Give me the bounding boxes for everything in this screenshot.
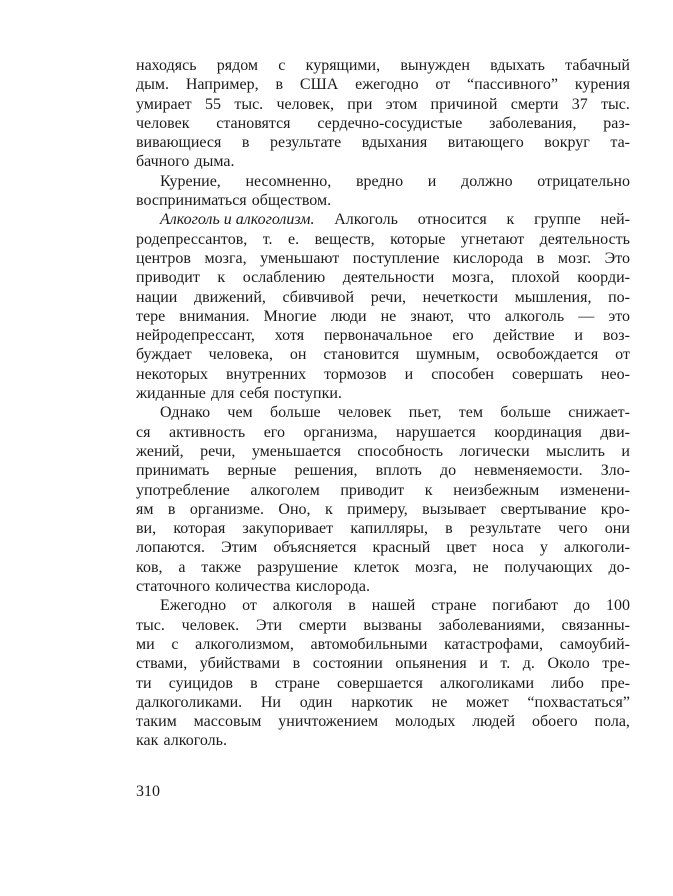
word: плохой — [511, 269, 560, 287]
word: цвет — [446, 539, 477, 557]
word: нейродепрессант, — [136, 327, 255, 345]
word: чего — [558, 520, 588, 538]
word: они — [604, 520, 630, 538]
text-line — [136, 423, 630, 442]
word: себя — [239, 385, 270, 403]
word: Например, — [185, 76, 259, 94]
word: от — [242, 597, 257, 615]
word: ков, — [136, 558, 163, 576]
word: его — [452, 327, 474, 345]
word: Оно, — [278, 500, 311, 518]
word: совершать — [511, 365, 583, 383]
word: лопаются. — [136, 539, 206, 557]
text-line — [136, 500, 630, 519]
word: обоего — [532, 713, 578, 731]
text-line — [136, 577, 630, 596]
word: и — [427, 172, 437, 190]
text-line — [136, 172, 630, 191]
word: заболевания, — [489, 114, 577, 132]
word: алкоголь — [504, 307, 565, 325]
word: чем — [227, 404, 253, 422]
word: родепрессантов, — [136, 230, 248, 248]
word: несомненно, — [245, 172, 332, 190]
word: воз- — [602, 327, 630, 345]
word: обществом. — [251, 192, 332, 210]
word: человек, — [276, 95, 334, 113]
word: а — [178, 558, 186, 576]
word: уничтожением — [278, 713, 379, 731]
text-line — [136, 461, 630, 480]
section-heading-inline: Алкоголь и алкоголизм. — [160, 211, 315, 229]
word: рядом — [216, 57, 259, 74]
word: в — [348, 597, 356, 615]
word: к — [324, 500, 333, 518]
word: табачный — [565, 57, 630, 74]
word: получающих — [504, 558, 593, 576]
word: алкоголя — [272, 597, 333, 615]
word: вызывает — [422, 500, 487, 518]
word: которые — [390, 230, 446, 248]
word: при — [347, 95, 373, 113]
word: нечеткости — [422, 288, 499, 306]
word: пола, — [594, 713, 630, 731]
word: самоубий- — [559, 635, 630, 653]
text-line — [136, 152, 630, 171]
text-line — [136, 538, 630, 557]
word: т. — [500, 655, 511, 673]
word: у — [539, 539, 548, 557]
word: тыс. — [234, 95, 264, 113]
word: больше — [269, 404, 321, 422]
word: до — [440, 462, 457, 480]
word: ежегодно — [355, 76, 419, 94]
word: — — [578, 307, 595, 325]
word: клеток — [353, 558, 400, 576]
word: и — [574, 327, 583, 345]
word: дыма. — [194, 153, 235, 171]
word: дым. — [136, 76, 170, 94]
text-line — [136, 326, 630, 345]
word: таким — [136, 713, 177, 731]
word: витающего — [447, 134, 524, 152]
word: жений, — [136, 442, 184, 460]
word: отрицательно — [537, 172, 630, 190]
word: речи, — [370, 288, 406, 306]
word: принимать — [136, 462, 210, 480]
word: снижает- — [568, 404, 630, 422]
word: коорди- — [577, 269, 630, 287]
word: человек. — [181, 616, 240, 634]
word: приводит — [340, 481, 405, 499]
word: смерти — [510, 95, 559, 113]
word: в — [241, 134, 250, 152]
word: от — [615, 346, 630, 364]
word: тыс. — [136, 616, 165, 634]
text-line — [136, 384, 630, 403]
word: ствами, — [136, 655, 188, 673]
word: находясь — [136, 57, 197, 74]
word: тыс. — [601, 95, 630, 113]
word: с — [171, 635, 179, 653]
text-line — [136, 558, 630, 577]
word: с — [278, 57, 286, 74]
word: невменяемости. — [474, 462, 583, 480]
word: становится — [323, 346, 400, 364]
text-line — [136, 268, 630, 287]
word: по- — [608, 288, 630, 306]
text-line — [136, 249, 630, 268]
word: он — [289, 346, 307, 364]
word: разрушение — [257, 558, 338, 576]
word: уменьшают — [260, 249, 340, 267]
word: мозг. — [557, 249, 592, 267]
word: ти — [136, 674, 152, 692]
paragraph — [136, 403, 630, 596]
text-line — [136, 442, 630, 461]
word: до- — [608, 558, 630, 576]
word: вокруг — [544, 134, 590, 152]
word: ми — [136, 635, 155, 653]
word: шумным, — [415, 346, 480, 364]
text-line — [136, 133, 630, 152]
word: стране — [431, 597, 477, 615]
word: в — [445, 520, 453, 538]
word: жиданные — [136, 385, 206, 403]
word: это — [608, 307, 630, 325]
word: употребление — [136, 481, 230, 499]
word: буждает — [136, 346, 192, 364]
word: к — [506, 211, 515, 229]
word: катастрофами, — [444, 635, 544, 653]
word: уменьшается — [251, 442, 341, 460]
paragraph — [136, 172, 630, 211]
word: которая — [173, 520, 226, 538]
word: и — [621, 442, 630, 460]
word: вызваны — [363, 616, 422, 634]
word: неизбежным — [453, 481, 540, 499]
word: дви- — [600, 423, 630, 441]
word: людей — [472, 713, 516, 731]
text-line — [136, 654, 630, 673]
word: не — [431, 693, 448, 711]
word: вдыхать — [490, 57, 545, 74]
word: решения, — [294, 462, 358, 480]
word: ям — [136, 500, 154, 518]
word: ви, — [136, 520, 157, 538]
word: мозга, — [204, 249, 247, 267]
word: ся — [136, 423, 151, 441]
word: 55 — [205, 95, 221, 113]
word: тере — [136, 307, 166, 325]
word: смерти — [298, 616, 347, 634]
word: для — [210, 385, 235, 403]
word: веществ, — [314, 230, 375, 248]
word: капилляры, — [350, 520, 428, 538]
word: алкоголиками — [440, 674, 535, 692]
page-body — [136, 56, 630, 751]
word: мышления, — [514, 288, 592, 306]
text-line — [136, 674, 630, 693]
text-line — [136, 288, 630, 307]
word: 37 — [571, 95, 588, 113]
word: активность — [169, 423, 246, 441]
word: 100 — [605, 597, 630, 615]
word: молодых — [394, 713, 456, 731]
word: связанны- — [561, 616, 630, 634]
word: освобождается — [496, 346, 599, 364]
word: способность — [357, 442, 444, 460]
word: знают, — [410, 307, 454, 325]
word: от — [435, 76, 451, 94]
word: курящими, — [305, 57, 381, 74]
text-line — [136, 307, 630, 326]
word: человек — [337, 404, 392, 422]
word: также — [201, 558, 242, 576]
word: Курение, — [160, 172, 221, 190]
word: координация — [494, 423, 582, 441]
word: нации — [136, 288, 178, 306]
word: как — [136, 732, 159, 750]
word: “похвастаться” — [527, 693, 630, 711]
word: тормозов — [324, 365, 387, 383]
word: Зло- — [600, 462, 630, 480]
word: массовым — [193, 713, 262, 731]
word: т. — [262, 230, 273, 248]
word: внутренних — [225, 365, 307, 383]
text-line — [136, 95, 630, 114]
word: вынужден — [400, 57, 470, 74]
word: алкоголи- — [563, 539, 630, 557]
word: группе — [534, 211, 581, 229]
word: один — [299, 693, 333, 711]
word: логически — [459, 442, 530, 460]
word: к — [217, 269, 226, 287]
word: ослаблению — [242, 269, 326, 287]
word: Однако — [160, 404, 211, 422]
word: кислорода. — [295, 578, 370, 596]
word: состоянии — [312, 655, 383, 673]
word: больше — [500, 404, 551, 422]
word: автомобильными — [310, 635, 428, 653]
word: организма, — [303, 423, 378, 441]
word: количества — [215, 578, 291, 596]
word: Это — [604, 249, 630, 267]
word: Около — [547, 655, 590, 673]
text-line — [136, 635, 630, 654]
word: что — [467, 307, 491, 325]
word: сбивчивой — [282, 288, 355, 306]
word: первоначальное — [323, 327, 433, 345]
word: убийствами — [199, 655, 281, 673]
text-line — [136, 345, 630, 364]
word: раз- — [603, 114, 630, 132]
word: ней- — [600, 211, 630, 229]
word: поступление — [352, 249, 440, 267]
word: результате — [270, 134, 342, 152]
word: результате — [469, 520, 542, 538]
text-line — [136, 481, 630, 500]
word: алкоголизмом, — [195, 635, 294, 653]
word: не — [472, 558, 489, 576]
word: д. — [522, 655, 535, 673]
word: стране — [274, 674, 320, 692]
text-line — [136, 230, 630, 249]
word: внимания. — [179, 307, 250, 325]
word: пьет, — [408, 404, 442, 422]
word: погибают — [492, 597, 558, 615]
word: деятельности — [342, 269, 435, 287]
text-line — [136, 210, 630, 229]
word: до — [573, 597, 591, 615]
word: способен — [431, 365, 494, 383]
word: в — [167, 500, 176, 518]
word: хотя — [274, 327, 305, 345]
word: речи, — [200, 442, 236, 460]
word: угнетают — [460, 230, 525, 248]
word: алкоголь. — [163, 732, 227, 750]
word: приводит — [136, 269, 200, 287]
word: та- — [610, 134, 630, 152]
word: в — [536, 249, 545, 267]
word: далкоголиками. — [136, 693, 243, 711]
text-line — [136, 712, 630, 731]
word: свертывание — [500, 500, 587, 518]
word: человека, — [208, 346, 273, 364]
paragraph — [136, 596, 630, 750]
word: к — [424, 481, 433, 499]
word: нео- — [600, 365, 630, 383]
paragraph — [136, 56, 630, 172]
word: в — [275, 76, 284, 94]
word: сердечно-сосудистые — [317, 114, 463, 132]
word: умирает — [136, 95, 192, 113]
word: опьянения — [395, 655, 467, 673]
text-line — [136, 191, 630, 210]
text-line — [136, 693, 630, 712]
word: курения — [574, 76, 630, 94]
word: и — [479, 655, 488, 673]
word: Алкоголь — [334, 211, 398, 229]
text-line — [136, 75, 630, 94]
word: мозга, — [451, 269, 494, 287]
word: мозга, — [414, 558, 458, 576]
word: суицидов — [168, 674, 233, 692]
word: алкоголем — [250, 481, 320, 499]
word: причиной — [430, 95, 498, 113]
word: пре- — [601, 674, 630, 692]
word: Ежегодно — [160, 597, 227, 615]
word: Эти — [255, 616, 283, 634]
word: в — [250, 674, 258, 692]
word: может — [466, 693, 509, 711]
word: этом — [385, 95, 418, 113]
word: Ни — [260, 693, 281, 711]
word: вдыхания — [361, 134, 428, 152]
word: центров — [136, 249, 191, 267]
word: Этим — [221, 539, 258, 557]
word: и — [404, 365, 414, 383]
word: изменени- — [559, 481, 630, 499]
paragraph — [136, 210, 630, 403]
word: США — [299, 76, 339, 94]
word: заболеваниями, — [438, 616, 545, 634]
word: Многие — [263, 307, 317, 325]
word: совершается — [337, 674, 423, 692]
word: восприниматься — [136, 192, 247, 210]
word: тре- — [602, 655, 630, 673]
word: носа — [492, 539, 524, 557]
word: организме. — [189, 500, 264, 518]
word: нашей — [371, 597, 416, 615]
word: кро- — [600, 500, 630, 518]
text-line — [136, 365, 630, 384]
word: поступки. — [274, 385, 342, 403]
word: бачного — [136, 153, 190, 171]
word: становятся — [216, 114, 291, 132]
word: вплоть — [375, 462, 422, 480]
word: человек — [136, 114, 190, 132]
word: относится — [417, 211, 487, 229]
word: действие — [493, 327, 555, 345]
word: должно — [461, 172, 513, 190]
word: деятельность — [539, 230, 630, 248]
word: нарушается — [396, 423, 476, 441]
word: люди — [330, 307, 367, 325]
word: в — [292, 655, 301, 673]
text-line — [136, 596, 630, 615]
word: его — [263, 423, 285, 441]
page-number: 310 — [136, 783, 160, 800]
word: верные — [227, 462, 277, 480]
word: тем — [458, 404, 483, 422]
word: наркотик — [351, 693, 413, 711]
text-line — [136, 519, 630, 538]
word: “пассивного” — [467, 76, 558, 94]
text-line — [136, 403, 630, 422]
word: мыслить — [546, 442, 605, 460]
text-line — [136, 616, 630, 635]
word: вредно — [355, 172, 404, 190]
word: кислорода — [453, 249, 524, 267]
word: некоторых — [136, 365, 208, 383]
word: не — [380, 307, 397, 325]
word: е. — [287, 230, 300, 248]
word: красный — [372, 539, 431, 557]
word: объясняется — [273, 539, 357, 557]
word: либо — [551, 674, 584, 692]
word: закупоривает — [242, 520, 334, 538]
text-line — [136, 114, 630, 133]
text-line — [136, 56, 630, 75]
word: вивающиеся — [136, 134, 222, 152]
word: движений, — [193, 288, 266, 306]
word: примеру, — [347, 500, 408, 518]
word: статочного — [136, 578, 211, 596]
text-line — [136, 731, 630, 750]
